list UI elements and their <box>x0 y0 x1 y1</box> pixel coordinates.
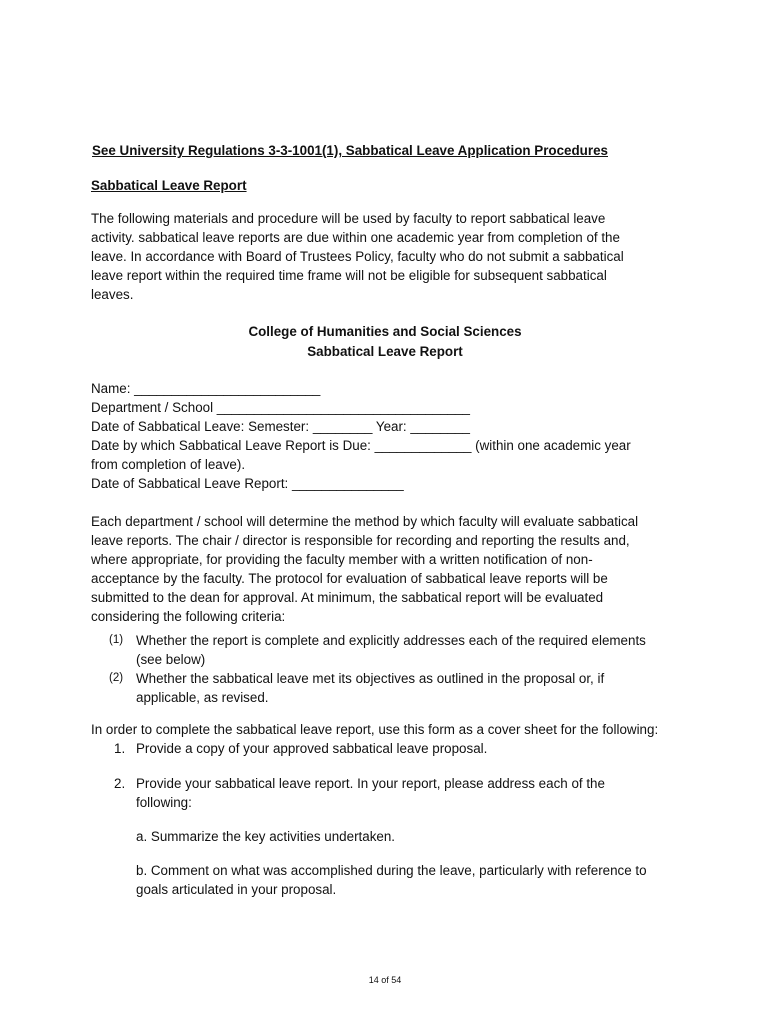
evaluation-paragraph <box>91 512 671 626</box>
regulations-heading: See University Regulations 3-3-1001(1), Sabbatical Leave Application Procedures <box>92 143 608 158</box>
due-date-field-continued: from completion of leave). <box>91 457 246 472</box>
evaluation-line: where appropriate, for providing the faculty member with a written notification of non- <box>91 552 593 567</box>
report-date-field: Date of Sabbatical Leave Report: _______________ <box>91 476 404 491</box>
intro-line: leave report within the required time frame will not be eligible for subsequent sabbatical <box>91 268 607 283</box>
list-number: 2. <box>114 776 126 791</box>
list-number: (2) <box>109 672 124 684</box>
form-fields <box>91 379 711 493</box>
sub-item-a: a. Summarize the key activities undertaken. <box>136 829 396 844</box>
evaluation-line: leave reports. The chair / director is responsible for recording and reporting the results and, <box>91 533 630 548</box>
form-title: Sabbatical Leave Report <box>307 344 463 359</box>
name-field: Name: _________________________ <box>91 381 321 396</box>
report-heading: Sabbatical Leave Report <box>91 178 247 193</box>
evaluation-line: submitted to the dean for approval. At minimum, the sabbatical report will be evaluated <box>91 590 604 605</box>
criteria-list <box>109 631 679 707</box>
intro-paragraph <box>91 209 671 304</box>
list-number: 1. <box>114 741 126 756</box>
due-date-field: Date by which Sabbatical Leave Report is Due: _____________ (within one academic year <box>91 438 631 453</box>
page-number: 14 of 54 <box>368 975 402 985</box>
intro-line: leaves. <box>91 287 134 302</box>
sub-item-b: b. Comment on what was accomplished during the leave, particularly with reference to goals articulated in your proposal. <box>136 863 647 897</box>
college-title: College of Humanities and Social Sciences <box>248 324 522 339</box>
evaluation-line: considering the following criteria: <box>91 609 286 624</box>
intro-line: The following materials and procedure will be used by faculty to report sabbatical leave <box>91 211 606 226</box>
intro-line: leave. In accordance with Board of Trustees Policy, faculty who do not submit a sabbatical <box>91 249 624 264</box>
cover-sheet-intro: In order to complete the sabbatical leave report, use this form as a cover sheet for the following: <box>91 722 659 737</box>
department-field: Department / School __________________________________ <box>91 400 470 415</box>
evaluation-line: acceptance by the faculty. The protocol for evaluation of sabbatical leave reports will be <box>91 571 608 586</box>
list-number: (1) <box>109 634 124 646</box>
intro-line: activity. sabbatical leave reports are due within one academic year from completion of the <box>91 230 620 245</box>
evaluation-line: Each department / school will determine the method by which faculty will evaluate sabbatical <box>91 514 639 529</box>
list-item: 1. Provide a copy of your approved sabbatical leave proposal. <box>114 741 488 756</box>
list-item: (1) Whether the report is complete and explicitly addresses each of the required elements (see below) <box>109 633 646 667</box>
list-item: (2) Whether the sabbatical leave met its objectives as outlined in the proposal or, if applicable, as revised. <box>109 671 605 705</box>
leave-date-field: Date of Sabbatical Leave: Semester: ________ Year: ________ <box>91 419 470 434</box>
list-item: 2. Provide your sabbatical leave report. In your report, please address each of the following: <box>114 776 605 810</box>
